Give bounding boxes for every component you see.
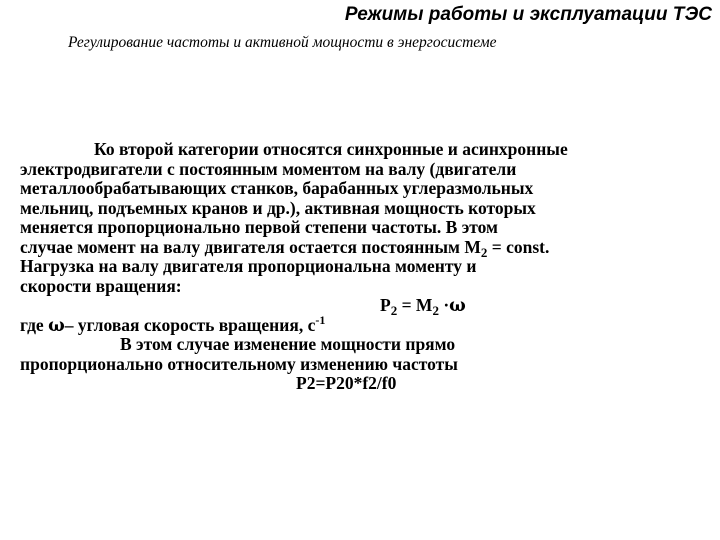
power-symbol: P [380,295,391,315]
definition-text: – угловая скорость вращения, с [64,314,316,335]
multiply-dot: · [438,295,450,315]
omega-symbol: ω [449,296,466,316]
line-text: случае момент на валу двигателя остается постоянным [20,236,465,257]
unit-exponent: -1 [315,312,326,327]
paragraph-line: мельниц, подъемных кранов и др.), активная мощность которых [20,197,536,218]
omega-definition [20,312,700,336]
power-formula [20,296,700,316]
power-ratio-formula: Р2=Р20*f2/f0 [296,373,397,393]
paragraph-line: В этом случае изменение мощности прямо [120,334,456,354]
paragraph-line: Ко второй категории относятся синхронные и асинхронные [94,139,568,159]
moment-subscript: 2 [432,303,439,318]
power-subscript: 2 [390,303,398,318]
formula-equals-moment: = М [397,295,433,315]
paragraph-line: меняется пропорционально первой степени частоты. В этом [20,217,498,237]
header-title: Режимы работы и эксплуатации ТЭС [344,4,712,25]
paragraph-line: Нагрузка на валу двигателя пропорциональна моменту и [20,256,477,276]
moment-subscript: 2 [480,244,488,260]
slide-body [20,140,700,394]
header-subtitle: Регулирование частоты и активной мощности в энергосистеме [68,34,497,51]
omega-symbol: ω [48,315,65,336]
line-text: = const. [487,236,550,257]
paragraph-line [20,238,700,258]
moment-symbol: М [464,236,481,257]
where-prefix: где [20,314,49,335]
paragraph-line: металлообрабатывающих станков, барабанных углеразмольных [20,178,534,198]
paragraph-line: пропорционально относительному изменению частоты [20,353,458,374]
paragraph-line: электродвигатели с постоянным моментом на валу (двигатели [20,158,517,179]
paragraph-line: скорости вращения: [20,275,182,296]
